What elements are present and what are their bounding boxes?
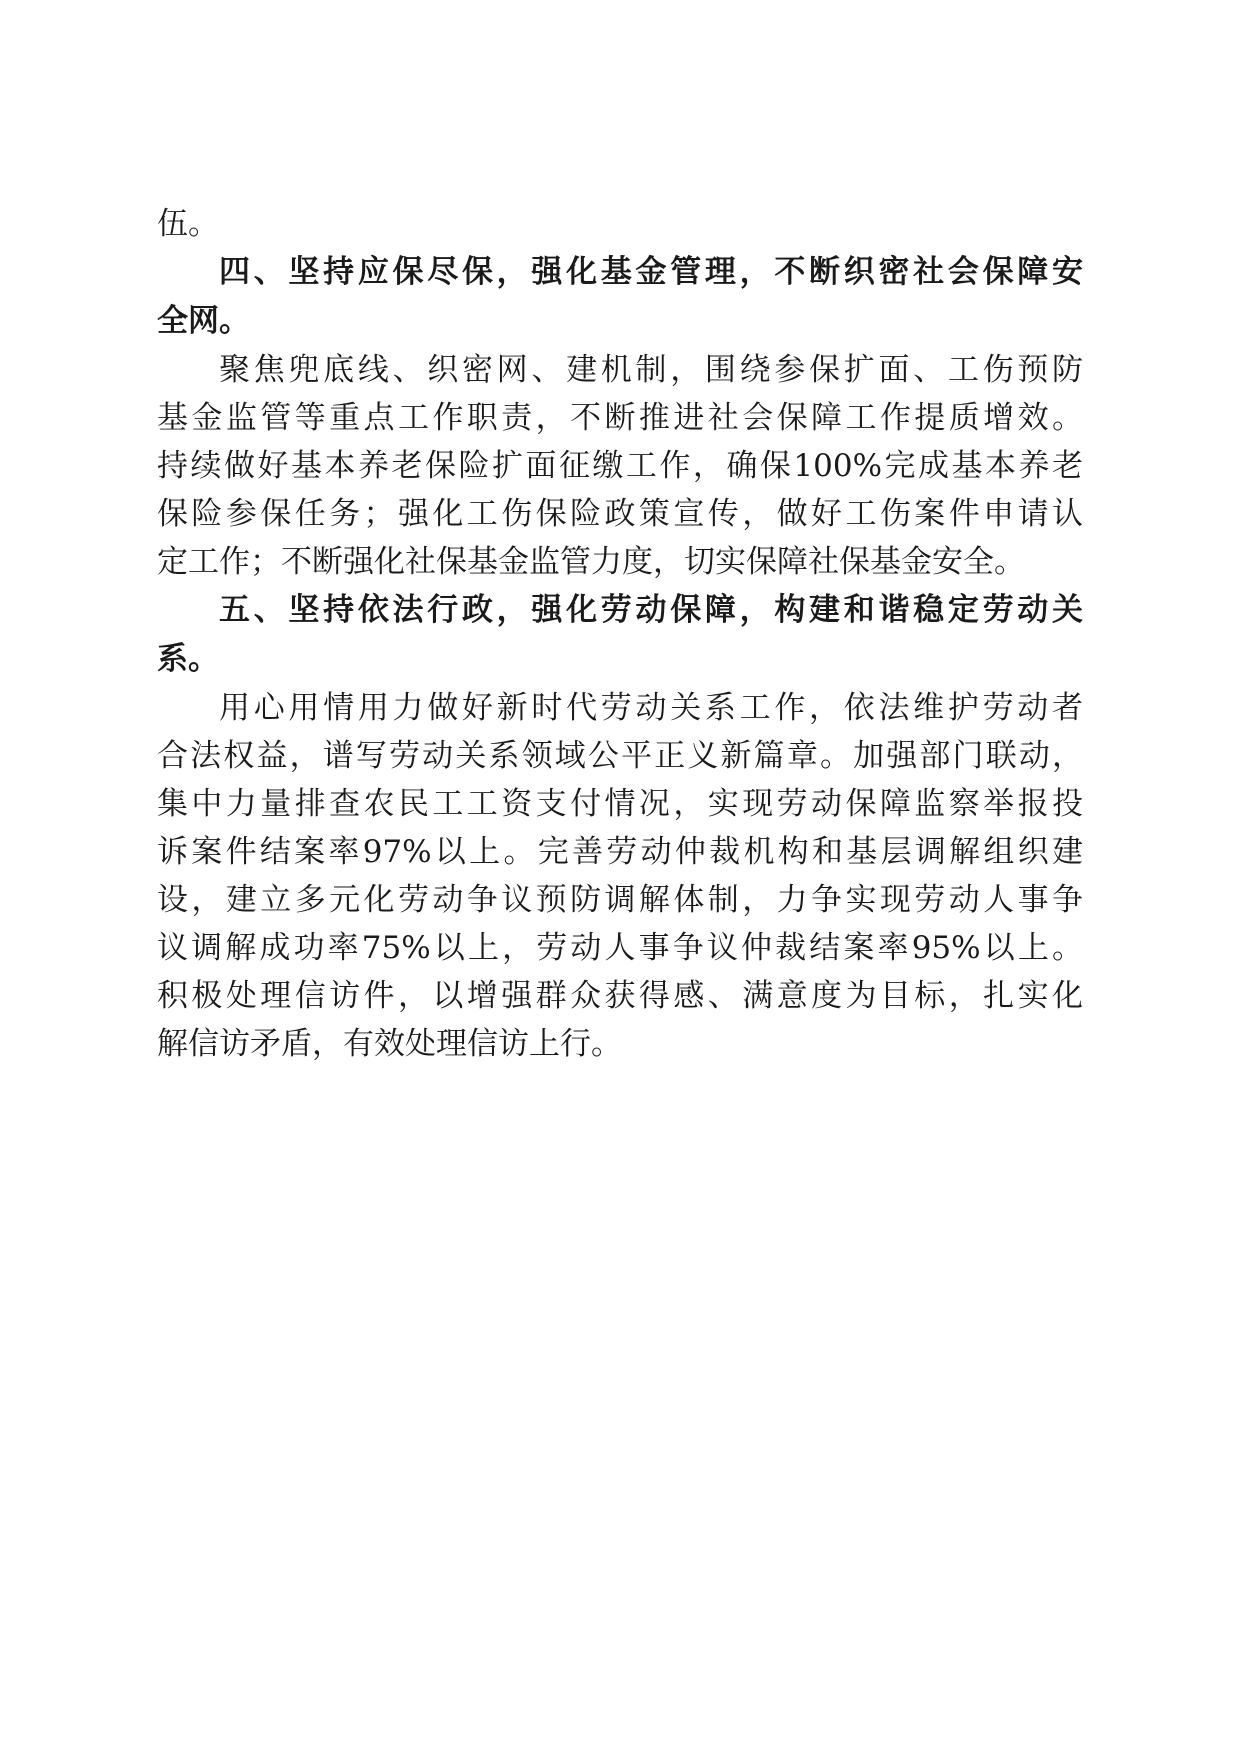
paragraph-line: 定工作；不断强化社保基金监管力度，切实保障社保基金安全。 <box>157 544 1025 580</box>
paragraph-line: 基金监管等重点工作职责，不断推进社会保障工作提质增效。 <box>157 400 1083 436</box>
section-heading-line: 全网。 <box>157 303 250 339</box>
paragraph-line: 持续做好基本养老保险扩面征缴工作，确保100%完成基本养老 <box>157 448 1083 484</box>
paragraph-line: 用心用情用力做好新时代劳动关系工作，依法维护劳动者 <box>219 690 1083 726</box>
section-heading-line: 系。 <box>157 641 219 677</box>
paragraph-line: 伍。 <box>157 206 219 242</box>
section-heading-line: 五、坚持依法行政，强化劳动保障，构建和谐稳定劳动关 <box>219 592 1083 628</box>
paragraph-line: 集中力量排查农民工工资支付情况，实现劳动保障监察举报投 <box>157 786 1083 822</box>
paragraph-line: 设，建立多元化劳动争议预防调解体制，力争实现劳动人事争 <box>157 882 1083 918</box>
paragraph-line: 诉案件结案率97%以上。完善劳动仲裁机构和基层调解组织建 <box>157 834 1083 870</box>
paragraph-line: 合法权益，谱写劳动关系领域公平正义新篇章。加强部门联动， <box>157 738 1083 774</box>
paragraph-line: 积极处理信访件，以增强群众获得感、满意度为目标，扎实化 <box>157 978 1083 1014</box>
section-heading-line: 四、坚持应保尽保，强化基金管理，不断织密社会保障安 <box>219 254 1083 290</box>
paragraph-line: 聚焦兜底线、织密网、建机制，围绕参保扩面、工伤预防 <box>219 352 1083 388</box>
paragraph-line: 议调解成功率75%以上，劳动人事争议仲裁结案率95%以上。 <box>157 930 1083 966</box>
paragraph-line: 保险参保任务；强化工伤保险政策宣传，做好工伤案件申请认 <box>157 496 1083 532</box>
paragraph-line: 解信访矛盾，有效处理信访上行。 <box>157 1026 622 1062</box>
document-body <box>157 200 1083 1068</box>
